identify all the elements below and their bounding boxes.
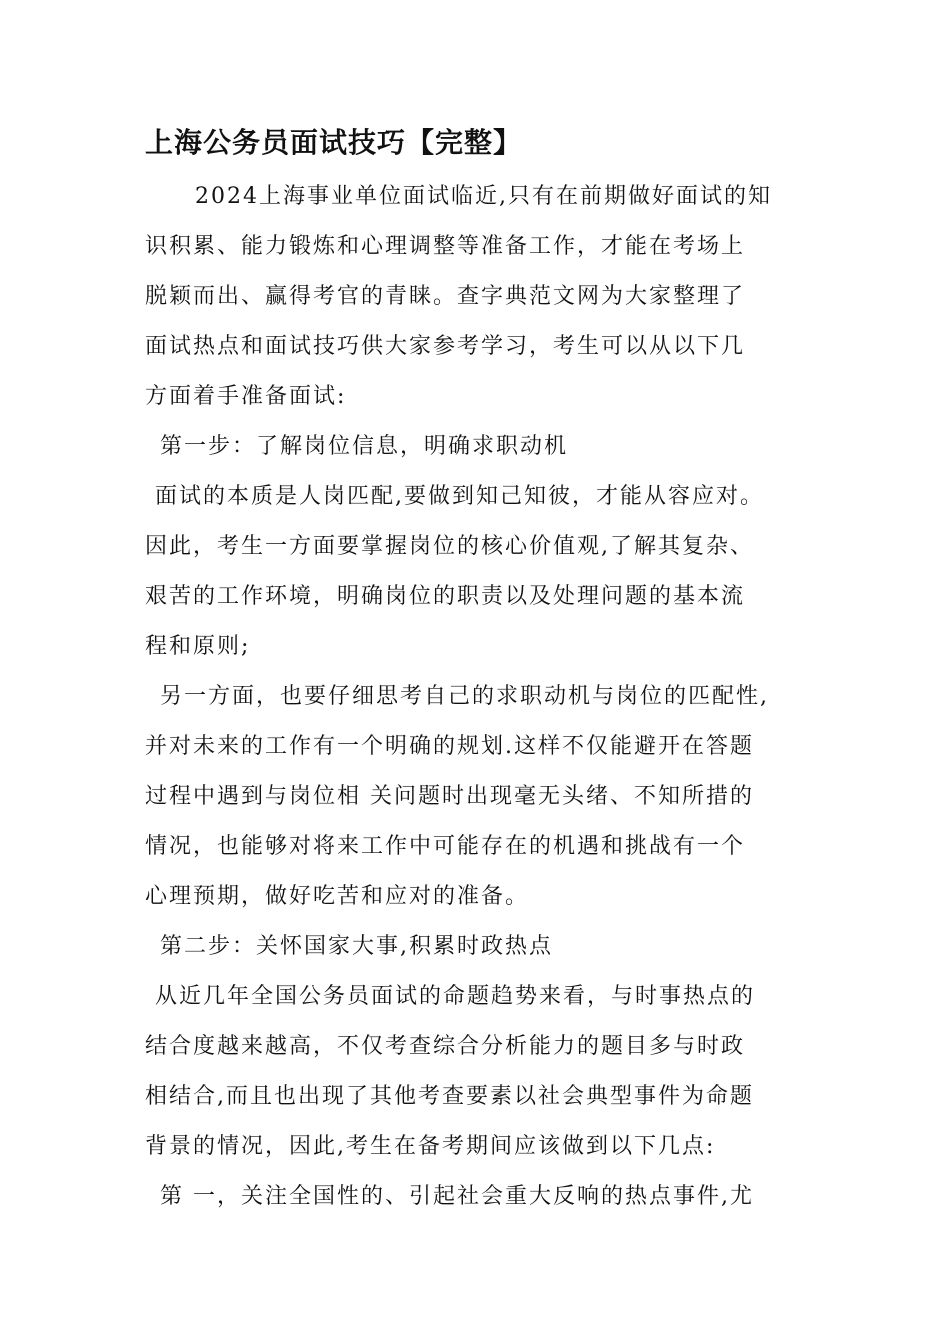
paragraph-line: 结合度越来越高，不仅考查综合分析能力的题目多与时政 [145, 1034, 746, 1059]
paragraph-line: 第 一，关注全国性的、引起社会重大反响的热点事件,尤 [160, 1184, 754, 1209]
paragraph-line: 另一方面，也要仔细思考自己的求职动机与岗位的匹配性, [160, 684, 769, 709]
section-heading: 第二步：关怀国家大事,积累时政热点 [160, 934, 553, 959]
paragraph-line: 程和原则; [145, 634, 251, 659]
document-title: 上海公务员面试技巧【完整】 [145, 126, 523, 159]
paragraph-line: 2024上海事业单位面试临近,只有在前期做好面试的知 [195, 184, 772, 209]
paragraph-line: 艰苦的工作环境，明确岗位的职责以及处理问题的基本流 [145, 584, 746, 609]
paragraph-line: 从近几年全国公务员面试的命题趋势来看，与时事热点的 [155, 984, 756, 1009]
paragraph-line: 面试热点和面试技巧供大家参考学习，考生可以从以下几 [145, 334, 746, 359]
paragraph-line: 识积累、能力锻炼和心理调整等准备工作，才能在考场上 [145, 234, 746, 259]
paragraph-line: 方面着手准备面试: [145, 384, 347, 409]
section-heading: 第一步：了解岗位信息，明确求职动机 [160, 434, 569, 459]
paragraph-line: 背景的情况，因此,考生在备考期间应该做到以下几点: [145, 1134, 716, 1159]
paragraph-line: 脱颖而出、赢得考官的青睐。查字典范文网为大家整理了 [145, 284, 746, 309]
paragraph-line: 心理预期，做好吃苦和应对的准备。 [145, 884, 530, 909]
paragraph-line: 面试的本质是人岗匹配,要做到知己知彼，才能从容应对。 [155, 484, 764, 509]
paragraph-line: 相结合,而且也出现了其他考查要素以社会典型事件为命题 [145, 1084, 754, 1109]
paragraph-line: 过程中遇到与岗位相 关问题时出现毫无头绪、不知所措的 [145, 784, 754, 809]
paragraph-line: 并对未来的工作有一个明确的规划.这样不仅能避开在答题 [145, 734, 754, 759]
paragraph-line: 因此，考生一方面要掌握岗位的核心价值观,了解其复杂、 [145, 534, 754, 559]
paragraph-line: 情况，也能够对将来工作中可能存在的机遇和挑战有一个 [145, 834, 746, 859]
